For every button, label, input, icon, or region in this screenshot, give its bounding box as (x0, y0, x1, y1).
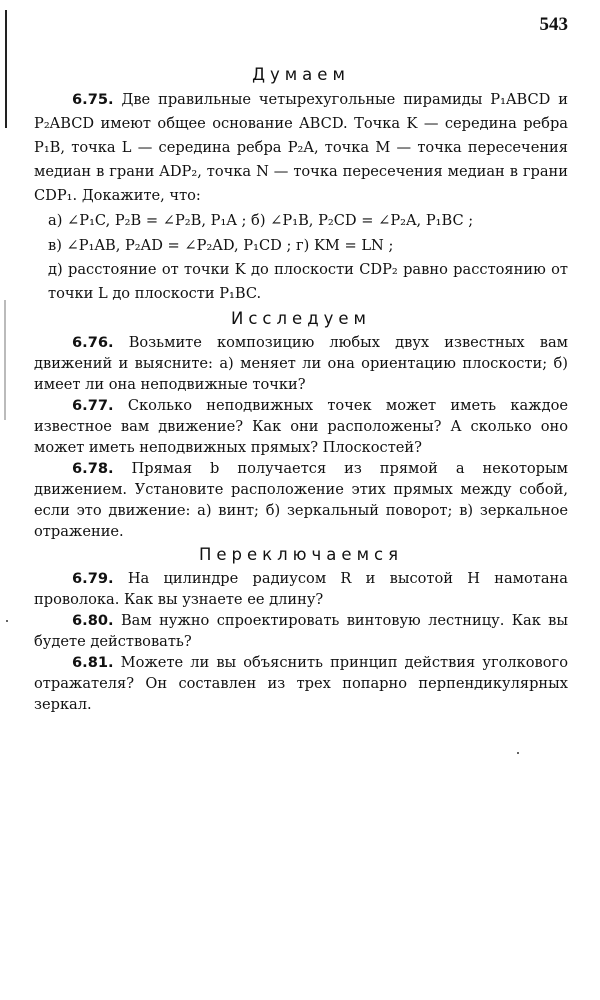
problem-text: Две правильные четырехугольные пирамиды P₁ABCD и P₂ABCD имеют общее основание ABCD. Точка K — середина ребра P₁B, точка L — середина ребра P₂A, точка M — точка пересечения медиан в грани ADP₂, точка N — точка пересечения медиан в грани CDP₁. Докажите, что: (34, 91, 568, 204)
problem-number: 6.79. (72, 570, 114, 587)
page-binding-shadow (4, 300, 6, 420)
problem-6-75-items-ab: а) ∠P₁C, P₂B = ∠P₂B, P₁A ; б) ∠P₁B, P₂CD = ∠P₂A, P₁BC ; (48, 212, 474, 229)
problem-6-75-item-d: д) расстояние от точки K до плоскости CDP₂ равно расстоянию от точки L до плоскости P₁BC. (48, 261, 568, 302)
problem-text: На цилиндре радиусом R и высотой H намотана проволока. Как вы узнаете ее длину? (34, 570, 568, 608)
problem-number: 6.76. (72, 334, 114, 351)
problem-6-79 (34, 568, 568, 610)
section-title-think: Думаем (252, 65, 350, 84)
problem-text: Вам нужно спроектировать винтовую лестницу. Как вы будете действовать? (34, 612, 569, 650)
page-content (34, 62, 568, 715)
problem-number: 6.80. (72, 612, 114, 629)
problem-6-78 (34, 458, 568, 542)
problem-text: Сколько неподвижных точек может иметь каждое известное вам движение? Как они расположены? А сколько оно может иметь неподвижных прямых? Плоскостей? (34, 397, 569, 456)
scan-speck (6, 620, 8, 622)
problem-6-76 (34, 332, 568, 395)
section-title-switch: Переключаемся (198, 545, 404, 564)
problem-text: Возьмите композицию любых двух известных вам движений и выясните: а) меняет ли она ориентацию плоскости; б) имеет ли она неподвижные точки? (34, 334, 568, 393)
problem-number: 6.75. (72, 91, 114, 108)
problem-6-80 (34, 610, 568, 652)
problem-6-81 (34, 652, 568, 715)
problem-number: 6.77. (72, 397, 114, 414)
problem-text: Прямая b получается из прямой a некоторым движением. Установите расположение этих прямых между собой, если это движение: а) винт; б) зеркальный поворот; в) зеркальное отражение. (34, 460, 568, 540)
problem-6-75 (34, 88, 568, 208)
problem-6-77 (34, 395, 568, 458)
scan-speck (517, 752, 519, 754)
problem-number: 6.81. (72, 654, 114, 671)
problem-text: Можете ли вы объяснить принцип действия уголкового отражателя? Он составлен из трех попарно перпендикулярных зеркал. (34, 654, 568, 713)
problem-number: 6.78. (72, 460, 114, 477)
page-number: 543 (539, 14, 568, 35)
section-title-research: Исследуем (231, 309, 371, 328)
page-binding-edge (5, 10, 7, 128)
problem-6-75-items-vg: в) ∠P₁AB, P₂AD = ∠P₂AD, P₁CD ; г) KM = LN ; (48, 237, 394, 254)
